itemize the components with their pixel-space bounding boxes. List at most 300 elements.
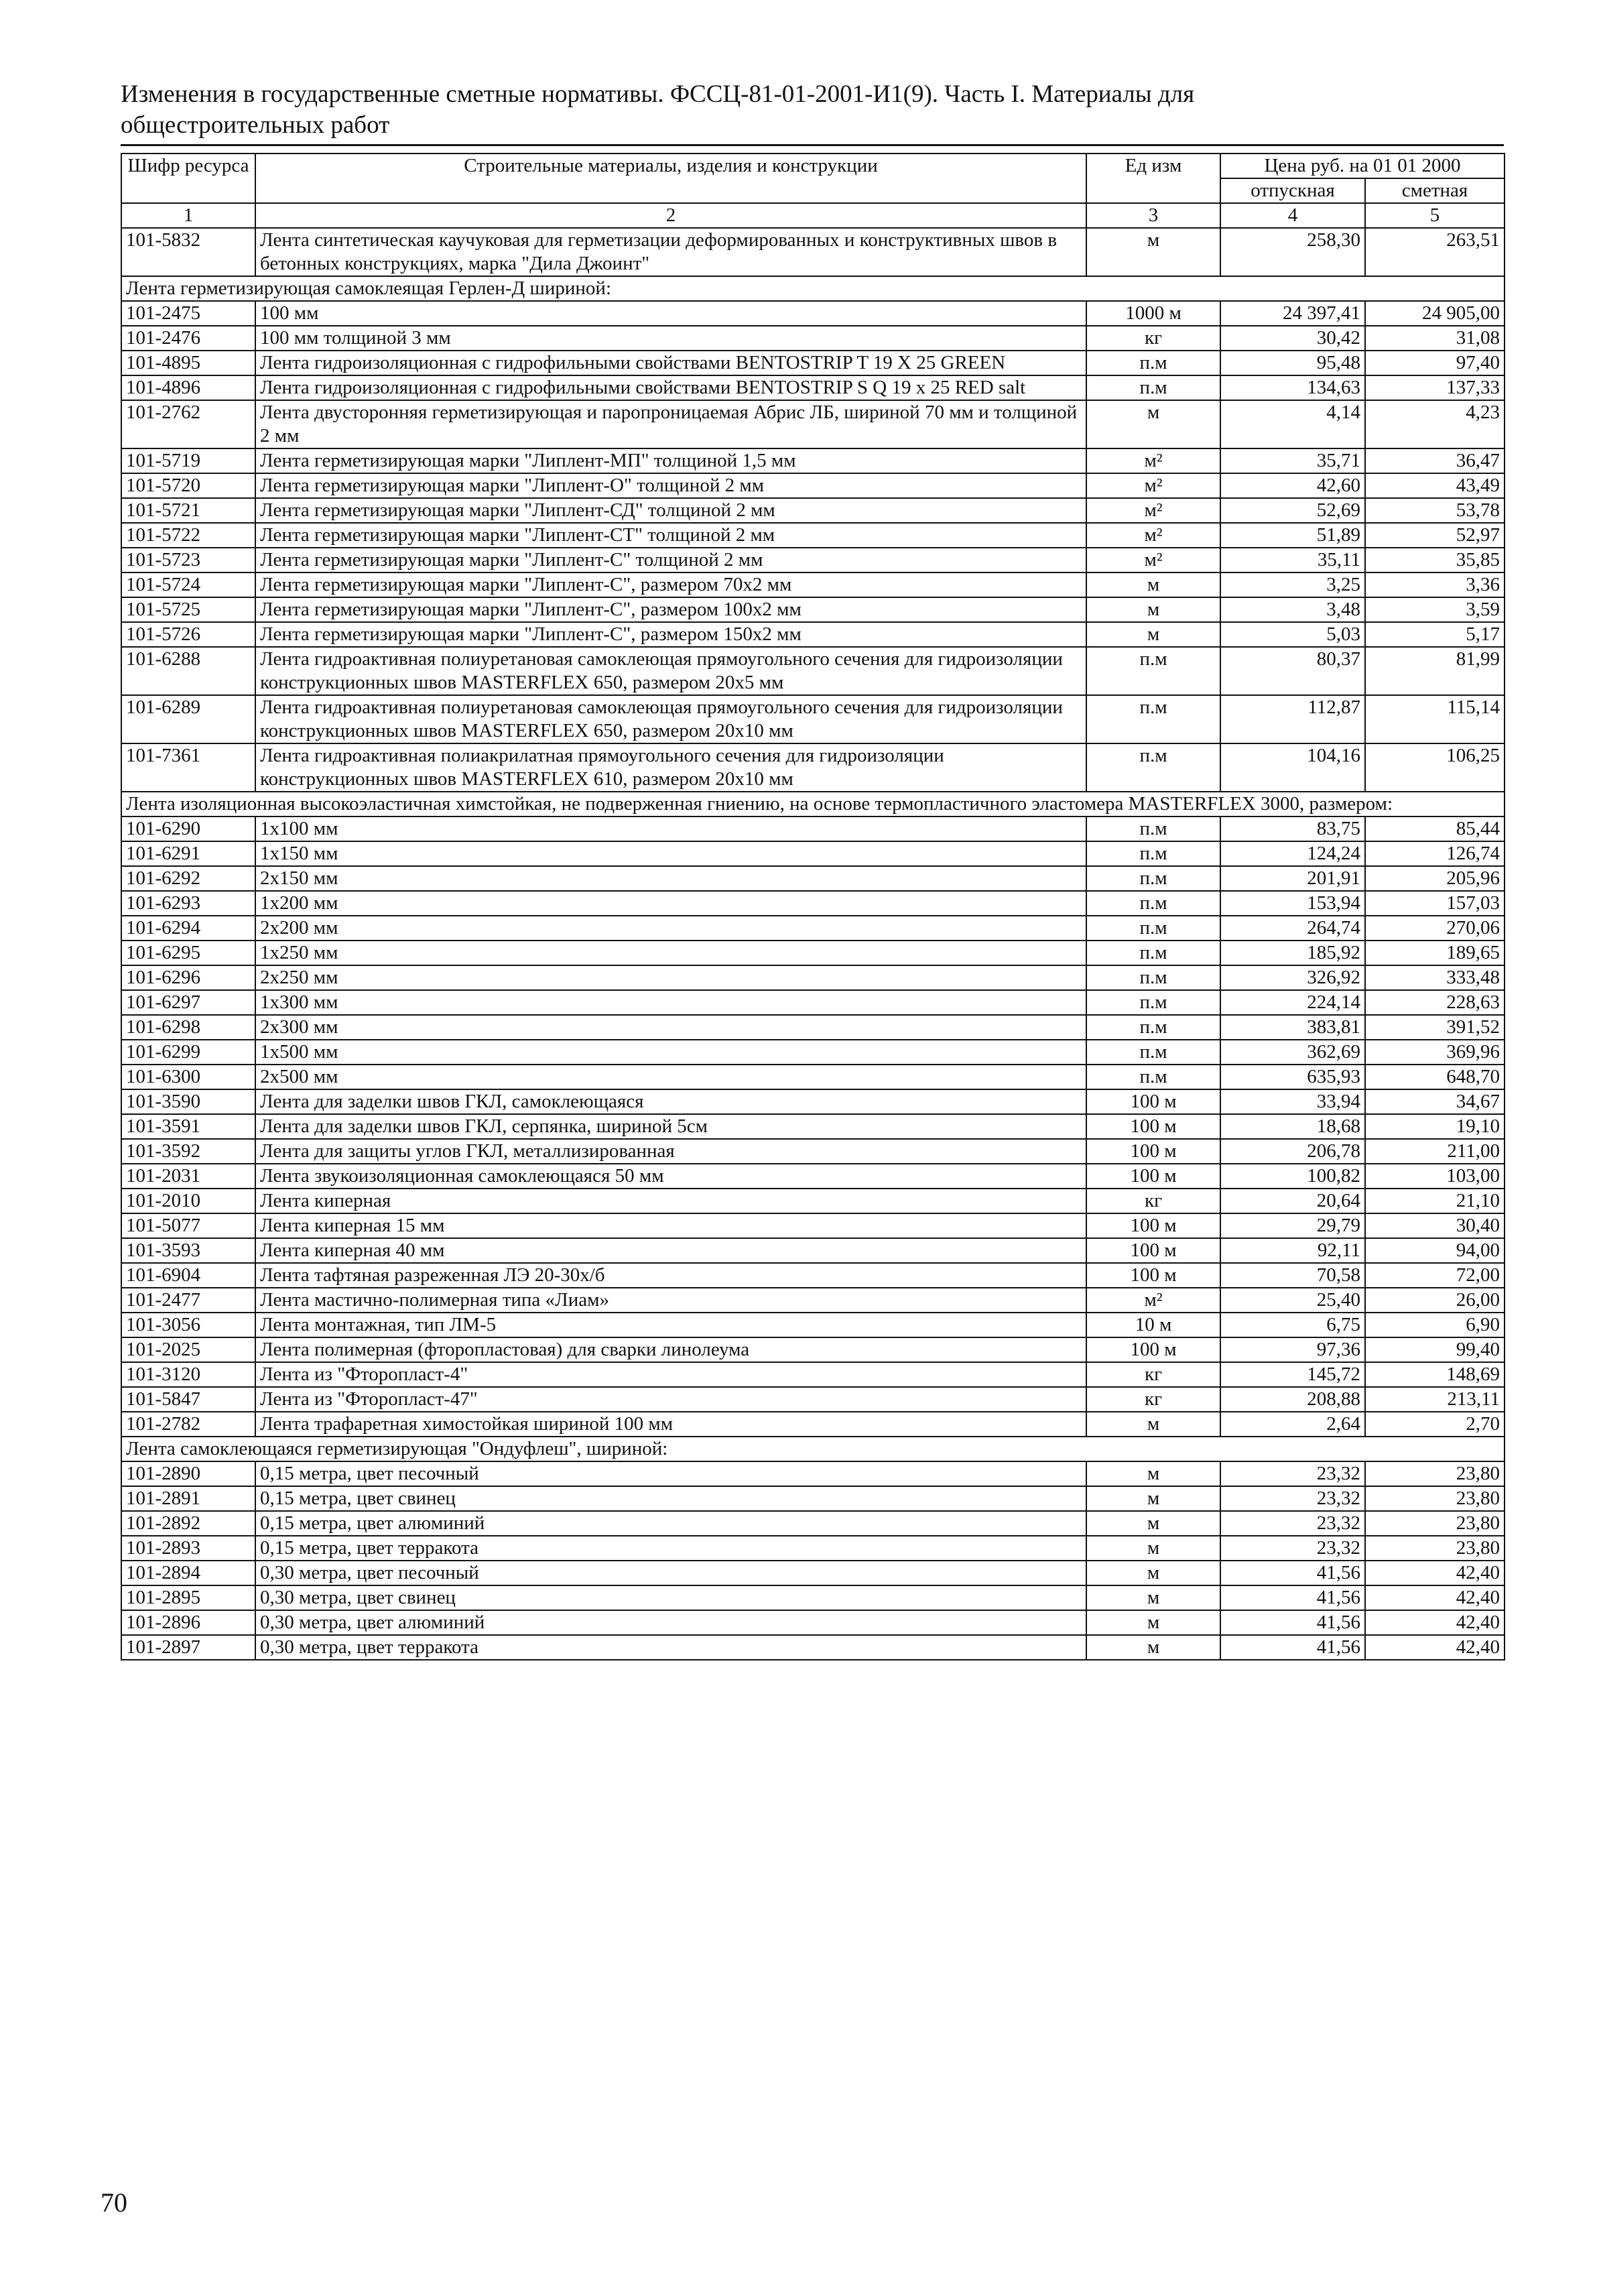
unit-of-measure: п.м — [1086, 351, 1220, 375]
estimate-price: 42,40 — [1365, 1585, 1505, 1610]
estimate-price: 42,40 — [1365, 1635, 1505, 1660]
unit-of-measure: м² — [1086, 548, 1220, 572]
release-price: 4,14 — [1220, 400, 1365, 448]
unit-of-measure: 100 м — [1086, 1213, 1220, 1238]
header-price-group: Цена руб. на 01 01 2000 — [1220, 154, 1505, 178]
unit-of-measure: м — [1086, 622, 1220, 647]
table-row — [121, 743, 1505, 792]
unit-of-measure: п.м — [1086, 916, 1220, 941]
release-price: 6,75 — [1220, 1313, 1365, 1337]
section-row — [121, 276, 1505, 301]
estimate-price: 34,67 — [1365, 1089, 1505, 1114]
resource-code: 101-5077 — [121, 1213, 255, 1238]
material-name: 2х300 мм — [255, 1015, 1086, 1040]
release-price: 145,72 — [1220, 1362, 1365, 1387]
release-price: 95,48 — [1220, 351, 1365, 375]
unit-of-measure: п.м — [1086, 941, 1220, 965]
release-price: 258,30 — [1220, 228, 1365, 276]
section-row — [121, 1437, 1505, 1461]
table-row — [121, 990, 1505, 1015]
resource-code: 101-6299 — [121, 1040, 255, 1065]
resource-code: 101-2031 — [121, 1164, 255, 1189]
resource-code: 101-6297 — [121, 990, 255, 1015]
unit-of-measure: 100 м — [1086, 1114, 1220, 1139]
resource-code: 101-6288 — [121, 647, 255, 695]
material-name: 1х500 мм — [255, 1040, 1086, 1065]
table-row — [121, 1089, 1505, 1114]
estimate-price: 211,00 — [1365, 1139, 1505, 1164]
release-price: 41,56 — [1220, 1585, 1365, 1610]
material-name: Лента гидроактивная полиакрилатная прямоугольного сечения для гидроизоляции конструкционных швов MASTERFLEX 610, размером 20х10 мм — [255, 743, 1086, 792]
estimate-price: 72,00 — [1365, 1263, 1505, 1288]
material-name: 0,15 метра, цвет алюминий — [255, 1511, 1086, 1536]
table-row — [121, 326, 1505, 351]
material-name: Лента гидроизоляционная с гидрофильными свойствами BENTOSTRIP S Q 19 x 25 RED salt — [255, 375, 1086, 400]
release-price: 2,64 — [1220, 1412, 1365, 1437]
unit-of-measure: м — [1086, 228, 1220, 276]
resource-code: 101-3593 — [121, 1238, 255, 1263]
material-name: 0,30 метра, цвет терракота — [255, 1635, 1086, 1660]
estimate-price: 85,44 — [1365, 817, 1505, 841]
estimate-price: 4,23 — [1365, 400, 1505, 448]
material-name: 2х150 мм — [255, 866, 1086, 891]
unit-of-measure: м — [1086, 1610, 1220, 1635]
table-row — [121, 841, 1505, 866]
estimate-price: 270,06 — [1365, 916, 1505, 941]
unit-of-measure: м — [1086, 1561, 1220, 1585]
material-name: Лента мастично-полимерная типа «Лиам» — [255, 1288, 1086, 1313]
release-price: 362,69 — [1220, 1040, 1365, 1065]
material-name: Лента для заделки швов ГКЛ, самоклеющаяся — [255, 1089, 1086, 1114]
estimate-price: 189,65 — [1365, 941, 1505, 965]
material-name: 1х100 мм — [255, 817, 1086, 841]
estimate-price: 333,48 — [1365, 965, 1505, 990]
estimate-price: 36,47 — [1365, 448, 1505, 473]
header-estimate-price: сметная — [1365, 178, 1505, 203]
unit-of-measure: м — [1086, 1461, 1220, 1486]
table-row — [121, 1412, 1505, 1437]
resource-code: 101-6904 — [121, 1263, 255, 1288]
release-price: 635,93 — [1220, 1065, 1365, 1089]
resource-code: 101-2892 — [121, 1511, 255, 1536]
material-name: Лента герметизирующая марки "Липлент-С", размером 100х2 мм — [255, 597, 1086, 622]
release-price: 33,94 — [1220, 1089, 1365, 1114]
material-name: 2х500 мм — [255, 1065, 1086, 1089]
header-release-price: отпускная — [1220, 178, 1365, 203]
material-name: Лента гидроизоляционная с гидрофильными свойствами BENTOSTRIP T 19 X 25 GREEN — [255, 351, 1086, 375]
release-price: 41,56 — [1220, 1635, 1365, 1660]
unit-of-measure: м — [1086, 597, 1220, 622]
resource-code: 101-2025 — [121, 1337, 255, 1362]
material-name: 0,30 метра, цвет алюминий — [255, 1610, 1086, 1635]
material-name: Лента полимерная (фторопластовая) для сварки линолеума — [255, 1337, 1086, 1362]
material-name: Лента герметизирующая марки "Липлент-СД" толщиной 2 мм — [255, 498, 1086, 523]
material-name: Лента герметизирующая марки "Липлент-С" толщиной 2 мм — [255, 548, 1086, 572]
release-price: 208,88 — [1220, 1387, 1365, 1412]
release-price: 23,32 — [1220, 1461, 1365, 1486]
price-table — [121, 153, 1505, 1660]
release-price: 35,11 — [1220, 548, 1365, 572]
release-price: 224,14 — [1220, 990, 1365, 1015]
material-name: Лента синтетическая каучуковая для герметизации деформированных и конструктивных швов в бетонных конструкциях, марка "Дила Джоинт" — [255, 228, 1086, 276]
resource-code: 101-5724 — [121, 572, 255, 597]
unit-of-measure: м — [1086, 1585, 1220, 1610]
material-name: 0,15 метра, цвет терракота — [255, 1536, 1086, 1561]
material-name: 1х300 мм — [255, 990, 1086, 1015]
unit-of-measure: 100 м — [1086, 1164, 1220, 1189]
resource-code: 101-6289 — [121, 695, 255, 743]
unit-of-measure: кг — [1086, 1362, 1220, 1387]
resource-code: 101-5726 — [121, 622, 255, 647]
estimate-price: 369,96 — [1365, 1040, 1505, 1065]
table-row — [121, 941, 1505, 965]
resource-code: 101-2891 — [121, 1486, 255, 1511]
material-name: Лента герметизирующая марки "Липлент-С", размером 150х2 мм — [255, 622, 1086, 647]
table-row — [121, 1486, 1505, 1511]
resource-code: 101-2897 — [121, 1635, 255, 1660]
unit-of-measure: 100 м — [1086, 1238, 1220, 1263]
material-name: Лента монтажная, тип ЛМ-5 — [255, 1313, 1086, 1337]
material-name: 100 мм толщиной 3 мм — [255, 326, 1086, 351]
resource-code: 101-5725 — [121, 597, 255, 622]
release-price: 51,89 — [1220, 523, 1365, 548]
unit-of-measure: п.м — [1086, 866, 1220, 891]
unit-of-measure: м — [1086, 400, 1220, 448]
estimate-price: 21,10 — [1365, 1189, 1505, 1213]
table-row — [121, 548, 1505, 572]
unit-of-measure: м² — [1086, 1288, 1220, 1313]
resource-code: 101-5722 — [121, 523, 255, 548]
column-number: 2 — [255, 203, 1086, 228]
release-price: 153,94 — [1220, 891, 1365, 916]
table-row — [121, 1040, 1505, 1065]
resource-code: 101-2762 — [121, 400, 255, 448]
resource-code: 101-6292 — [121, 866, 255, 891]
release-price: 23,32 — [1220, 1511, 1365, 1536]
unit-of-measure: п.м — [1086, 817, 1220, 841]
material-name: 1х250 мм — [255, 941, 1086, 965]
header-code: Шифр ресурса — [121, 154, 255, 203]
table-row — [121, 1238, 1505, 1263]
table-row — [121, 473, 1505, 498]
estimate-price: 94,00 — [1365, 1238, 1505, 1263]
title-rule — [121, 144, 1504, 146]
material-name: Лента гидроактивная полиуретановая самоклеющая прямоугольного сечения для гидроизоляции конструкционных швов MASTERFLEX 650, размером 20х5 мм — [255, 647, 1086, 695]
material-name: 0,30 метра, цвет песочный — [255, 1561, 1086, 1585]
material-name: Лента киперная 40 мм — [255, 1238, 1086, 1263]
table-row — [121, 1461, 1505, 1486]
table-row — [121, 1561, 1505, 1585]
material-name: Лента герметизирующая марки "Липлент-С", размером 70х2 мм — [255, 572, 1086, 597]
unit-of-measure: 10 м — [1086, 1313, 1220, 1337]
estimate-price: 103,00 — [1365, 1164, 1505, 1189]
resource-code: 101-6300 — [121, 1065, 255, 1089]
estimate-price: 148,69 — [1365, 1362, 1505, 1387]
resource-code: 101-2477 — [121, 1288, 255, 1313]
release-price: 3,25 — [1220, 572, 1365, 597]
unit-of-measure: м² — [1086, 473, 1220, 498]
page-number: 70 — [101, 2187, 127, 2218]
release-price: 97,36 — [1220, 1337, 1365, 1362]
estimate-price: 5,17 — [1365, 622, 1505, 647]
release-price: 383,81 — [1220, 1015, 1365, 1040]
resource-code: 101-6290 — [121, 817, 255, 841]
release-price: 5,03 — [1220, 622, 1365, 647]
release-price: 30,42 — [1220, 326, 1365, 351]
table-row — [121, 1114, 1505, 1139]
resource-code: 101-5720 — [121, 473, 255, 498]
table-row — [121, 965, 1505, 990]
section-title: Лента герметизирующая самоклеящая Герлен-Д шириной: — [121, 276, 1505, 301]
resource-code: 101-3056 — [121, 1313, 255, 1337]
unit-of-measure: м — [1086, 1511, 1220, 1536]
resource-code: 101-3120 — [121, 1362, 255, 1387]
table-body — [121, 228, 1505, 1660]
release-price: 18,68 — [1220, 1114, 1365, 1139]
table-row — [121, 351, 1505, 375]
table-row — [121, 228, 1505, 276]
material-name: 1х200 мм — [255, 891, 1086, 916]
release-price: 35,71 — [1220, 448, 1365, 473]
table-row — [121, 695, 1505, 743]
release-price: 42,60 — [1220, 473, 1365, 498]
material-name: Лента тафтяная разреженная ЛЭ 20-30х/б — [255, 1263, 1086, 1288]
release-price: 100,82 — [1220, 1164, 1365, 1189]
table-row — [121, 916, 1505, 941]
estimate-price: 115,14 — [1365, 695, 1505, 743]
unit-of-measure: п.м — [1086, 375, 1220, 400]
release-price: 201,91 — [1220, 866, 1365, 891]
estimate-price: 2,70 — [1365, 1412, 1505, 1437]
table-row — [121, 817, 1505, 841]
unit-of-measure: 1000 м — [1086, 301, 1220, 326]
table-row — [121, 572, 1505, 597]
table-row — [121, 400, 1505, 448]
unit-of-measure: м² — [1086, 448, 1220, 473]
material-name: 0,30 метра, цвет свинец — [255, 1585, 1086, 1610]
table-row — [121, 1189, 1505, 1213]
unit-of-measure: п.м — [1086, 1040, 1220, 1065]
release-price: 206,78 — [1220, 1139, 1365, 1164]
resource-code: 101-2895 — [121, 1585, 255, 1610]
header-unit: Ед изм — [1086, 154, 1220, 203]
unit-of-measure: кг — [1086, 326, 1220, 351]
resource-code: 101-6293 — [121, 891, 255, 916]
section-row — [121, 792, 1505, 817]
release-price: 92,11 — [1220, 1238, 1365, 1263]
resource-code: 101-4896 — [121, 375, 255, 400]
estimate-price: 26,00 — [1365, 1288, 1505, 1313]
table-row — [121, 1015, 1505, 1040]
unit-of-measure: п.м — [1086, 965, 1220, 990]
estimate-price: 23,80 — [1365, 1486, 1505, 1511]
unit-of-measure: п.м — [1086, 647, 1220, 695]
resource-code: 101-2896 — [121, 1610, 255, 1635]
table-row — [121, 1337, 1505, 1362]
estimate-price: 23,80 — [1365, 1536, 1505, 1561]
estimate-price: 3,59 — [1365, 597, 1505, 622]
section-title: Лента изоляционная высокоэластичная химстойкая, не подверженная гниению, на основе термопластичного эластомера MASTERFLEX 3000, размером: — [121, 792, 1505, 817]
resource-code: 101-2782 — [121, 1412, 255, 1437]
estimate-price: 3,36 — [1365, 572, 1505, 597]
resource-code: 101-5847 — [121, 1387, 255, 1412]
table-row — [121, 647, 1505, 695]
resource-code: 101-6294 — [121, 916, 255, 941]
material-name: 0,15 метра, цвет свинец — [255, 1486, 1086, 1511]
estimate-price: 19,10 — [1365, 1114, 1505, 1139]
release-price: 52,69 — [1220, 498, 1365, 523]
estimate-price: 30,40 — [1365, 1213, 1505, 1238]
release-price: 70,58 — [1220, 1263, 1365, 1288]
table-row — [121, 622, 1505, 647]
table-row — [121, 1610, 1505, 1635]
table-row — [121, 448, 1505, 473]
table-row — [121, 1362, 1505, 1387]
estimate-price: 42,40 — [1365, 1610, 1505, 1635]
unit-of-measure: п.м — [1086, 1015, 1220, 1040]
release-price: 112,87 — [1220, 695, 1365, 743]
release-price: 23,32 — [1220, 1486, 1365, 1511]
release-price: 25,40 — [1220, 1288, 1365, 1313]
header-name: Строительные материалы, изделия и конструкции — [255, 154, 1086, 203]
estimate-price: 157,03 — [1365, 891, 1505, 916]
resource-code: 101-6295 — [121, 941, 255, 965]
release-price: 41,56 — [1220, 1561, 1365, 1585]
estimate-price: 53,78 — [1365, 498, 1505, 523]
unit-of-measure: п.м — [1086, 841, 1220, 866]
table-row — [121, 1065, 1505, 1089]
unit-of-measure: п.м — [1086, 743, 1220, 792]
unit-of-measure: 100 м — [1086, 1139, 1220, 1164]
table-row — [121, 1213, 1505, 1238]
estimate-price: 391,52 — [1365, 1015, 1505, 1040]
resource-code: 101-2890 — [121, 1461, 255, 1486]
release-price: 20,64 — [1220, 1189, 1365, 1213]
estimate-price: 213,11 — [1365, 1387, 1505, 1412]
release-price: 264,74 — [1220, 916, 1365, 941]
resource-code: 101-6296 — [121, 965, 255, 990]
table-row — [121, 1288, 1505, 1313]
estimate-price: 23,80 — [1365, 1511, 1505, 1536]
unit-of-measure: м — [1086, 572, 1220, 597]
unit-of-measure: м — [1086, 1536, 1220, 1561]
material-name: Лента герметизирующая марки "Липлент-О" толщиной 2 мм — [255, 473, 1086, 498]
release-price: 134,63 — [1220, 375, 1365, 400]
resource-code: 101-2893 — [121, 1536, 255, 1561]
release-price: 24 397,41 — [1220, 301, 1365, 326]
table-row — [121, 1164, 1505, 1189]
material-name: Лента герметизирующая марки "Липлент-МП" толщиной 1,5 мм — [255, 448, 1086, 473]
release-price: 3,48 — [1220, 597, 1365, 622]
table-row — [121, 1635, 1505, 1660]
material-name: Лента из "Фторопласт-4" — [255, 1362, 1086, 1387]
resource-code: 101-5721 — [121, 498, 255, 523]
column-number: 1 — [121, 203, 255, 228]
unit-of-measure: м² — [1086, 523, 1220, 548]
material-name: 2х250 мм — [255, 965, 1086, 990]
table-row — [121, 301, 1505, 326]
estimate-price: 6,90 — [1365, 1313, 1505, 1337]
release-price: 23,32 — [1220, 1536, 1365, 1561]
release-price: 83,75 — [1220, 817, 1365, 841]
unit-of-measure: м — [1086, 1486, 1220, 1511]
estimate-price: 137,33 — [1365, 375, 1505, 400]
unit-of-measure: п.м — [1086, 695, 1220, 743]
estimate-price: 24 905,00 — [1365, 301, 1505, 326]
table-row — [121, 1585, 1505, 1610]
estimate-price: 35,85 — [1365, 548, 1505, 572]
table-row — [121, 498, 1505, 523]
estimate-price: 97,40 — [1365, 351, 1505, 375]
table-row — [121, 1263, 1505, 1288]
estimate-price: 42,40 — [1365, 1561, 1505, 1585]
table-row — [121, 1511, 1505, 1536]
unit-of-measure: 100 м — [1086, 1263, 1220, 1288]
estimate-price: 31,08 — [1365, 326, 1505, 351]
release-price: 80,37 — [1220, 647, 1365, 695]
table-row — [121, 1387, 1505, 1412]
table-row — [121, 523, 1505, 548]
table-row — [121, 1313, 1505, 1337]
unit-of-measure: кг — [1086, 1387, 1220, 1412]
estimate-price: 43,49 — [1365, 473, 1505, 498]
material-name: 1х150 мм — [255, 841, 1086, 866]
resource-code: 101-7361 — [121, 743, 255, 792]
table-row — [121, 1139, 1505, 1164]
column-number: 5 — [1365, 203, 1505, 228]
resource-code: 101-2010 — [121, 1189, 255, 1213]
material-name: 0,15 метра, цвет песочный — [255, 1461, 1086, 1486]
material-name: Лента для защиты углов ГКЛ, металлизированная — [255, 1139, 1086, 1164]
unit-of-measure: м — [1086, 1412, 1220, 1437]
unit-of-measure: п.м — [1086, 990, 1220, 1015]
material-name: Лента звукоизоляционная самоклеющаяся 50 мм — [255, 1164, 1086, 1189]
resource-code: 101-2476 — [121, 326, 255, 351]
resource-code: 101-3592 — [121, 1139, 255, 1164]
estimate-price: 205,96 — [1365, 866, 1505, 891]
resource-code: 101-2894 — [121, 1561, 255, 1585]
release-price: 326,92 — [1220, 965, 1365, 990]
material-name: Лента из "Фторопласт-47" — [255, 1387, 1086, 1412]
estimate-price: 263,51 — [1365, 228, 1505, 276]
unit-of-measure: 100 м — [1086, 1089, 1220, 1114]
estimate-price: 228,63 — [1365, 990, 1505, 1015]
resource-code: 101-5723 — [121, 548, 255, 572]
release-price: 104,16 — [1220, 743, 1365, 792]
resource-code: 101-2475 — [121, 301, 255, 326]
resource-code: 101-3591 — [121, 1114, 255, 1139]
material-name: Лента киперная 15 мм — [255, 1213, 1086, 1238]
estimate-price: 52,97 — [1365, 523, 1505, 548]
column-number: 3 — [1086, 203, 1220, 228]
material-name: Лента для заделки швов ГКЛ, серпянка, шириной 5см — [255, 1114, 1086, 1139]
estimate-price: 99,40 — [1365, 1337, 1505, 1362]
release-price: 29,79 — [1220, 1213, 1365, 1238]
resource-code: 101-6298 — [121, 1015, 255, 1040]
resource-code: 101-4895 — [121, 351, 255, 375]
material-name: Лента трафаретная химостойкая шириной 100 мм — [255, 1412, 1086, 1437]
table-row — [121, 597, 1505, 622]
unit-of-measure: 100 м — [1086, 1337, 1220, 1362]
material-name: Лента киперная — [255, 1189, 1086, 1213]
material-name: 100 мм — [255, 301, 1086, 326]
material-name: Лента двусторонняя герметизирующая и паропроницаемая Абрис ЛБ, шириной 70 мм и толщиной 2 мм — [255, 400, 1086, 448]
estimate-price: 126,74 — [1365, 841, 1505, 866]
table-row — [121, 891, 1505, 916]
material-name: 2х200 мм — [255, 916, 1086, 941]
resource-code: 101-3590 — [121, 1089, 255, 1114]
unit-of-measure: м² — [1086, 498, 1220, 523]
